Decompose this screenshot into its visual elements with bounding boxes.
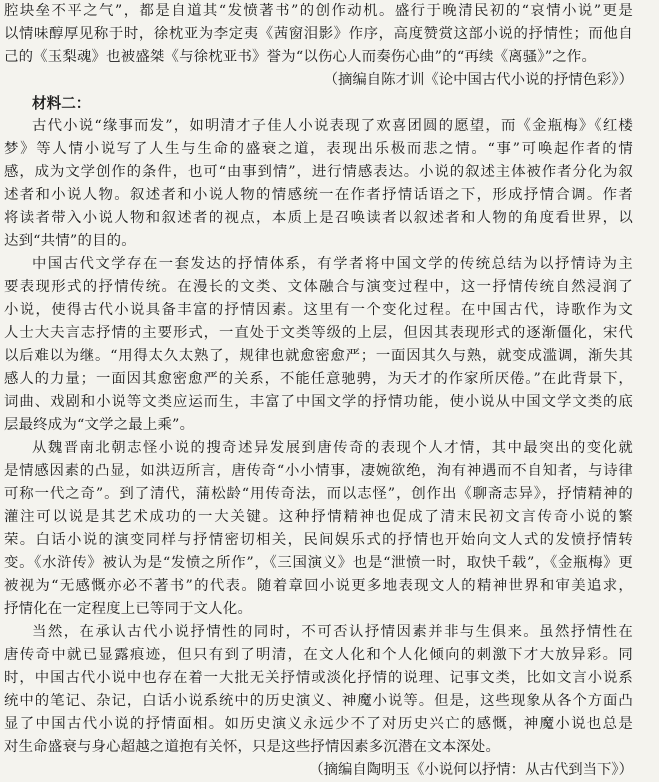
text-line: 对生命盛衰与身心超越之道抱有关怀，只是这些抒情因素多沉潜在文本深处。 [4,739,501,755]
text-line: 是情感因素的凸显，如洪迈所言，唐传奇“小小情事，凄婉欲绝，洵有神遇而不自知者，与诗律 [4,463,633,479]
text-line: 小说，使得古代小说具备丰富的抒情因素。这里有一个变化过程。在中国古代，诗歌作为文 [4,302,633,318]
text-line: 变。《水浒传》被认为是“发愤之所作”，《三国演义》也是“泄愤一时，取快千载”，《金瓶梅》更 [4,555,633,571]
text-line: 感人的力量；一面因其愈密愈严的关系，不能任意驰骋，为天才的作家所厌倦。”在此背景下， [4,371,633,387]
text-line: 古代小说“缘事而发”，如明清才子佳人小说表现了欢喜团圆的愿望，而《金瓶梅》《红楼 [32,118,633,134]
text-line: 时，中国古代小说中也存在着一大批无关抒情或淡化抒情的说理、记事文类，比如文言小说系 [4,670,633,686]
text-line: 抒情化在一定程度上已等同于文人化。 [4,601,253,617]
text-line: 灌注可以说是其艺术成功的一大关键。这种抒情精神也促成了清末民初文言传奇小说的繁 [4,509,633,525]
text-line: 人士大夫言志抒情的主要形式，一直处于文类等级的上层，但因其表现形式的逐渐僵化，宋代 [4,325,633,341]
paragraph [4,115,633,253]
section-heading: 材料二： [32,95,91,112]
source-citation-2: （摘编自陶明玉《小说何以抒情：从古代到当下》） [309,762,633,778]
paragraph [4,253,633,437]
text-line: 达到“共情”的目的。 [4,233,136,249]
text-line: 以后难以为继。“用得太久太熟了，规律也就愈密愈严；一面因其久与熟，就变成滥调，渐失其 [4,348,633,364]
text-line: 中国古代文学存在一套发达的抒情体系，有学者将中国文学的传统总结为以抒情诗为主 [32,256,633,272]
text-line: 将读者带入小说人物和叙述者的视点，本质上是召唤读者以叙述者和人物的角度看世界，以 [4,210,633,226]
text-line: 己的《玉梨魂》也被盛桀《与徐枕亚书》誉为“以伤心人而奏伤心曲”的“再续《离骚》”之作。 [4,49,597,65]
text-line: 以情味醇厚见称于时，徐枕亚为李定夷《茜窗泪影》作序，高度赞赏这部小说的抒情性；而他自 [4,26,633,42]
text-line: 当然，在承认古代小说抒情性的同时，不可否认抒情因素并非与生俱来。虽然抒情性在 [32,624,633,640]
text-line: 可称一代之奇”。到了清代，蒲松龄“用传奇法，而以志怪”，创作出《聊斋志异》，抒情精神的 [4,486,633,502]
text-line: 荣。白话小说的演变同样与抒情密切相关，民间娱乐式的抒情也开始向文人式的发愤抒情转 [4,532,633,548]
text-line: 词曲、戏剧和小说等文类应运而生，丰富了中国文学的抒情功能，使小说从中国文学文类的底 [4,394,633,410]
text-line: 被视为“无感慨亦必不著书”的代表。随着章回小说更多地表现文人的精神世界和审美追求， [4,578,633,594]
intro-paragraph [4,0,633,69]
text-line: 腔块垒不平之气”，都是自道其“发愤著书”的创作动机。盛行于晚清民初的“哀情小说”更是 [4,3,633,19]
text-line: 统中的笔记、杂记，白话小说系统中的历史演义、神魔小说等。但是，这些现象从各个方面凸 [4,693,633,709]
paragraph [4,437,633,621]
material-two-body [4,115,633,759]
text-line: 感，成为文学创作的条件，也可“由事到情”，进行情感表达。小说的叙述主体被作者分化为叙 [4,164,633,180]
text-line: 层最终成为“文学之最上乘”。 [4,417,195,433]
paragraph [4,621,633,759]
text-line: 唐传奇中就已显露痕迹，但只有到了明清，在文人化和个人化倾向的刺激下才大放异彩。同 [4,647,633,663]
text-line: 梦》等人情小说写了人生与生命的盛衰之道，表现出乐极而悲之情。“事”可唤起作者的情 [4,141,633,157]
text-line: 述者和小说人物。叙述者和小说人物的情感统一在作者抒情话语之下，形成抒情合调。作者 [4,187,633,203]
source-citation-1: （摘编自陈才训《论中国古代小说的抒情色彩》） [323,72,633,88]
text-line: 显了中国古代小说的抒情面相。如历史演义永远少不了对历史兴亡的感慨，神魔小说也总是 [4,716,633,732]
text-line: 要表现形式的抒情传统。在漫长的文类、文体融合与演变过程中，这一抒情传统自然浸润了 [4,279,633,295]
text-line: 从魏晋南北朝志怪小说的搜奇述异发展到唐传奇的表现个人才情，其中最突出的变化就 [32,440,633,456]
